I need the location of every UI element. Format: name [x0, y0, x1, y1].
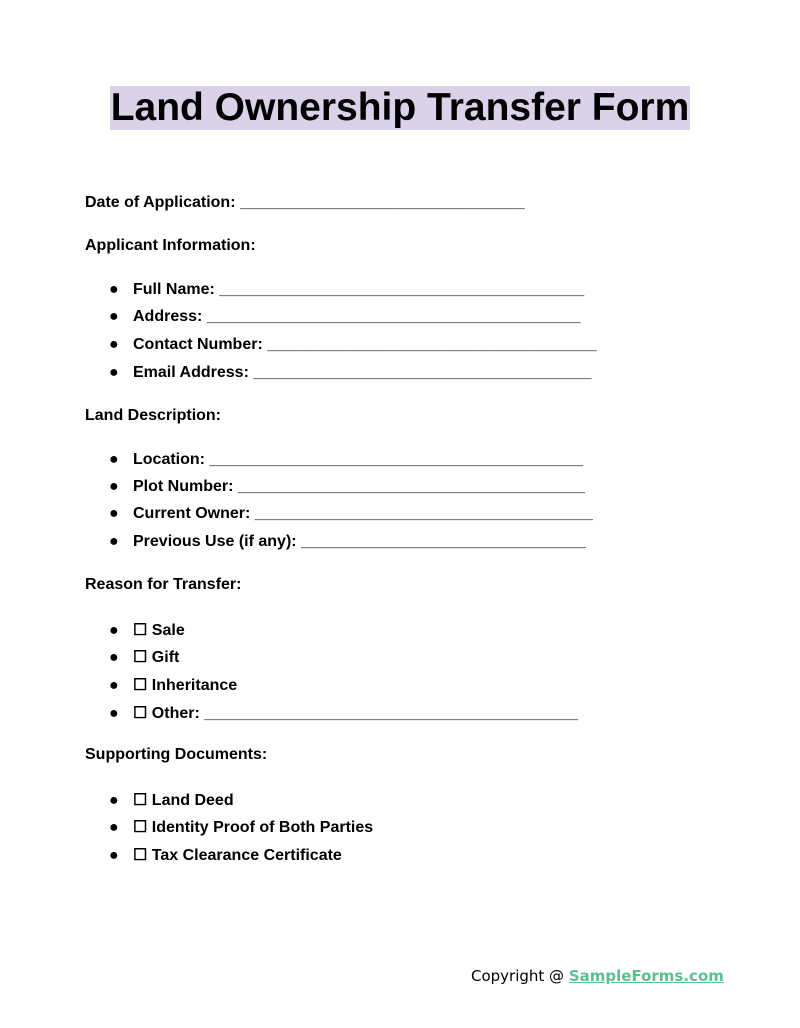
bullet-icon: ●	[109, 451, 119, 468]
list-item	[109, 505, 593, 523]
contact-number-label: Contact Number:	[133, 336, 263, 353]
other-blank[interactable]: __________________________________________	[204, 705, 578, 722]
bullet-icon: ●	[109, 364, 119, 381]
tax-clearance-label: Tax Clearance Certificate	[151, 847, 342, 864]
bullet-icon: ●	[109, 677, 119, 694]
identity-proof-label: Identity Proof of Both Parties	[151, 819, 374, 836]
list-item	[109, 533, 586, 551]
list-item	[109, 364, 591, 382]
applicant-heading: Applicant Information:	[85, 237, 256, 254]
bullet-icon: ●	[109, 505, 119, 522]
location-blank[interactable]: __________________________________________	[209, 451, 584, 468]
date-label: Date of Application:	[85, 194, 236, 211]
bullet-icon: ●	[109, 336, 119, 353]
list-item	[109, 308, 581, 326]
email-blank[interactable]: ______________________________________	[253, 364, 592, 381]
land-heading: Land Description:	[85, 407, 222, 424]
list-item	[109, 845, 342, 865]
documents-heading: Supporting Documents:	[85, 746, 268, 763]
checkbox-icon[interactable]: ☐	[133, 649, 148, 666]
checkbox-icon[interactable]: ☐	[133, 622, 148, 639]
list-item	[109, 478, 585, 496]
list-item	[109, 675, 237, 695]
full-name-label: Full Name:	[133, 281, 215, 298]
bullet-icon: ●	[109, 281, 119, 298]
sale-label: Sale	[151, 622, 185, 639]
list-item	[109, 336, 596, 354]
copyright-footer	[471, 967, 724, 985]
address-blank[interactable]: __________________________________________	[206, 308, 581, 325]
list-item	[109, 703, 578, 723]
previous-use-label: Previous Use (if any):	[133, 533, 297, 550]
title-wrap	[0, 86, 800, 130]
brand-link[interactable]: SampleForms.com	[568, 967, 724, 985]
current-owner-blank[interactable]: ______________________________________	[254, 505, 593, 522]
full-name-blank[interactable]: _________________________________________	[219, 281, 585, 298]
date-blank[interactable]: ________________________________	[239, 194, 525, 211]
copyright-prefix: Copyright @	[471, 967, 569, 985]
location-label: Location:	[133, 451, 205, 468]
list-item	[109, 647, 179, 667]
checkbox-icon[interactable]: ☐	[133, 847, 148, 864]
list-item	[109, 790, 234, 810]
bullet-icon: ●	[109, 819, 119, 836]
bullet-icon: ●	[109, 478, 119, 495]
list-item	[109, 817, 373, 837]
bullet-icon: ●	[109, 792, 119, 809]
inheritance-label: Inheritance	[151, 677, 238, 694]
bullet-icon: ●	[109, 847, 119, 864]
land-deed-label: Land Deed	[151, 792, 234, 809]
list-item	[109, 451, 583, 469]
bullet-icon: ●	[109, 622, 119, 639]
plot-number-label: Plot Number:	[133, 478, 234, 495]
list-item	[109, 620, 185, 640]
plot-number-blank[interactable]: _______________________________________	[237, 478, 585, 495]
reason-heading: Reason for Transfer:	[85, 576, 242, 593]
checkbox-icon[interactable]: ☐	[133, 705, 148, 722]
list-item	[109, 281, 584, 299]
gift-label: Gift	[151, 649, 180, 666]
other-label: Other:	[151, 705, 200, 722]
bullet-icon: ●	[109, 308, 119, 325]
checkbox-icon[interactable]: ☐	[133, 792, 148, 809]
checkbox-icon[interactable]: ☐	[133, 677, 148, 694]
bullet-icon: ●	[109, 705, 119, 722]
previous-use-blank[interactable]: ________________________________	[301, 533, 586, 550]
address-label: Address:	[133, 308, 203, 325]
bullet-icon: ●	[109, 649, 119, 666]
page-title: Land Ownership Transfer Form	[110, 86, 690, 129]
date-of-application-field	[85, 194, 525, 212]
contact-number-blank[interactable]: _____________________________________	[267, 336, 597, 353]
bullet-icon: ●	[109, 533, 119, 550]
checkbox-icon[interactable]: ☐	[133, 819, 148, 836]
current-owner-label: Current Owner:	[133, 505, 251, 522]
email-label: Email Address:	[133, 364, 249, 381]
